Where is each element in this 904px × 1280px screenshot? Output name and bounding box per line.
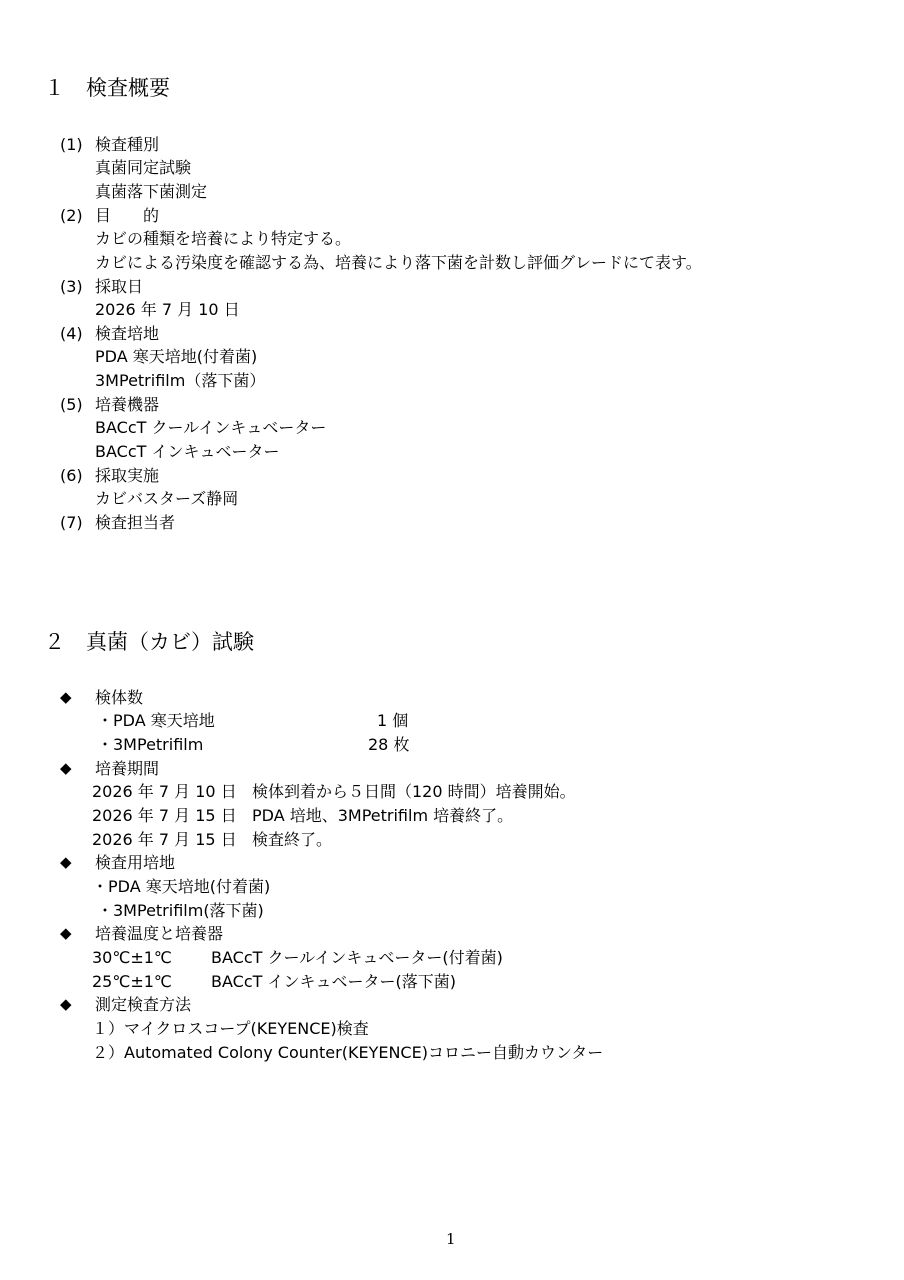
- item4-label: (4): [60, 324, 83, 343]
- b4-row2-temp: 25℃±1℃: [92, 972, 172, 991]
- b2-row3-text: 検査終了。: [252, 830, 333, 849]
- item6-label: (6): [60, 466, 83, 485]
- b4-heading: 培養温度と培養器: [95, 924, 224, 943]
- page-number: 1: [446, 1230, 456, 1248]
- item2-line1: カビの種類を培養により特定する。: [95, 229, 352, 248]
- item4-line2: 3MPetrifilm（落下菌）: [95, 371, 266, 390]
- item1-heading: 検査種別: [95, 135, 160, 154]
- item3-heading: 採取日: [95, 277, 144, 296]
- b2-row1-text: 検体到着から５日間（120 時間）培養開始。: [252, 782, 576, 801]
- diamond-bullet-icon: ◆: [60, 688, 72, 706]
- b3-line2: ・3MPetrifilm(落下菌): [97, 901, 264, 920]
- section1-title: 検査概要: [86, 76, 170, 100]
- b1-row1-name: ・PDA 寒天培地: [97, 711, 215, 730]
- item5-label: (5): [60, 395, 83, 414]
- item6-heading: 採取実施: [95, 466, 160, 485]
- section2-number: ２: [44, 630, 65, 654]
- item2-label: (2): [60, 206, 83, 225]
- item7-label: (7): [60, 513, 83, 532]
- item1-label: (1): [60, 135, 83, 154]
- b1-row2-name: ・3MPetrifilm: [97, 735, 204, 754]
- item3-label: (3): [60, 277, 83, 296]
- b2-heading: 培養期間: [95, 759, 160, 778]
- b3-line1: ・PDA 寒天培地(付着菌): [92, 877, 271, 896]
- b1-row2-count: 28 枚: [368, 735, 410, 754]
- diamond-bullet-icon: ◆: [60, 759, 72, 777]
- item5-heading: 培養機器: [95, 395, 160, 414]
- b2-row3-date: 2026 年 7 月 15 日: [92, 830, 237, 849]
- item2-heading: 目 的: [95, 206, 160, 225]
- item2-line2: カビによる汚染度を確認する為、培養により落下菌を計数し評価グレードにて表す。: [95, 253, 702, 272]
- item5-line2: BACcT インキュベーター: [95, 442, 280, 461]
- b5-line1: １）マイクロスコープ(KEYENCE)検査: [92, 1019, 369, 1038]
- item1-line2: 真菌落下菌測定: [95, 182, 208, 201]
- b2-row2-date: 2026 年 7 月 15 日: [92, 806, 237, 825]
- item6-line1: カビバスターズ静岡: [95, 489, 239, 508]
- b2-row1-date: 2026 年 7 月 10 日: [92, 782, 237, 801]
- b2-row2-text: PDA 培地、3MPetrifilm 培養終了。: [252, 806, 514, 825]
- b1-heading: 検体数: [95, 688, 144, 707]
- item3-line1: 2026 年 7 月 10 日: [95, 300, 240, 319]
- b4-row1-text: BACcT クールインキュベーター(付着菌): [211, 948, 503, 967]
- diamond-bullet-icon: ◆: [60, 853, 72, 871]
- diamond-bullet-icon: ◆: [60, 995, 72, 1013]
- item7-heading: 検査担当者: [95, 513, 176, 532]
- item4-heading: 検査培地: [95, 324, 160, 343]
- item4-line1: PDA 寒天培地(付着菌): [95, 347, 258, 366]
- item1-line1: 真菌同定試験: [95, 158, 192, 177]
- b5-line2: ２）Automated Colony Counter(KEYENCE)コロニー自動カウンター: [92, 1043, 604, 1062]
- section1-number: １: [44, 76, 65, 100]
- diamond-bullet-icon: ◆: [60, 924, 72, 942]
- b1-row1-count: 1 個: [377, 711, 409, 730]
- b4-row1-temp: 30℃±1℃: [92, 948, 172, 967]
- b3-heading: 検査用培地: [95, 853, 176, 872]
- b5-heading: 測定検査方法: [95, 995, 192, 1014]
- item5-line1: BACcT クールインキュベーター: [95, 418, 327, 437]
- b4-row2-text: BACcT インキュベーター(落下菌): [211, 972, 456, 991]
- section2-title: 真菌（カビ）試験: [86, 630, 254, 654]
